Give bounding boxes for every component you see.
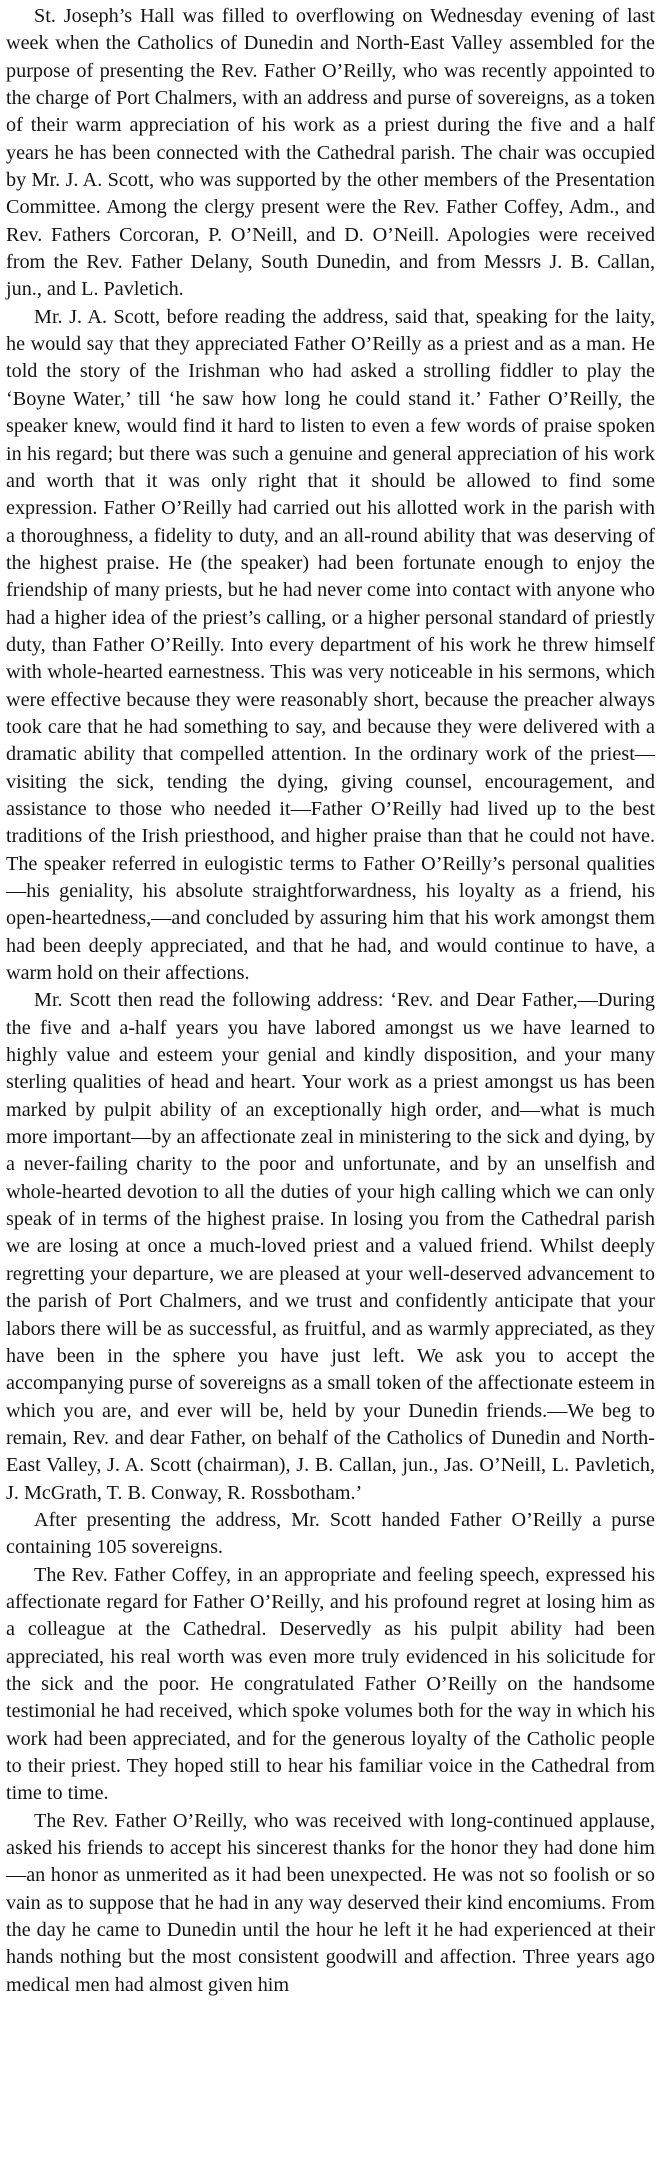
- paragraph-coffey-speech: The Rev. Father Coffey, in an appropriate and feeling speech, expressed his affectionate regard for Father O’Reilly, and his profound regret at losing him as a colleague at the Cathedral. Deservedly as his pulpit ability had been appreciated, his real worth was even more truly evidenced in his solicitude for the sick and the poor. He congratulated Father O’Reilly on the handsome testimonial he had received, which spoke volumes both for the way in which his work had been appreciated, and for the generous loyalty of the Catholic people to their priest. They hoped still to hear his familiar voice in the Cathedral from time to time.: [6, 1563, 655, 1805]
- paragraph-purse-handover: After presenting the address, Mr. Scott handed Father O’Reilly a purse containing 105 sovereigns.: [6, 1508, 655, 1559]
- paragraph-presentation-intro: St. Joseph’s Hall was filled to overflowing on Wednesday evening of last week when the Catholics of Dunedin and North-East Valley assembled for the purpose of presenting the Rev. Father O’Reilly, who was recently appointed to the charge of Port Chalmers, with an address and purse of sovereigns, as a token of their warm appreciation of his work as a priest during the five and a half years he has been connected with the Cathedral parish. The chair was occupied by Mr. J. A. Scott, who was supported by the other members of the Presentation Committee. Among the clergy present were the Rev. Father Coffey, Adm., and Rev. Fathers Corcoran, P. O’Neill, and D. O’Neill. Apologies were received from the Rev. Father Delany, South Dunedin, and from Messrs J. B. Callan, jun., and L. Pavletich.: [6, 5, 655, 301]
- paragraph-address-text: Mr. Scott then read the following address: ‘Rev. and Dear Father,—During the five and a-half years you have labored amongst us we have learned to highly value and esteem your genial and kindly disposition, and your many sterling qualities of head and heart. Your work as a priest amongst us has been marked by pulpit ability of an exceptionally high order, and—what is much more important—by an affectionate zeal in ministering to the sick and dying, by a never-failing charity to the poor and unfortunate, and by an unselfish and whole-hearted devotion to all the duties of your high calling which we can only speak of in terms of the highest praise. In losing you from the Cathedral parish we are losing at once a much-loved priest and a valued friend. Whilst deeply regretting your departure, we are pleased at your well-deserved advancement to the parish of Port Chalmers, and we trust and confidently anticipate that your labors there will be as successful, as fruitful, and as warmly appreciated, as they have been in the sphere you have just left. We ask you to accept the accompanying purse of sovereigns as a small token of the affectionate esteem in which you are, and ever will be, held by your Dunedin friends.—We beg to remain, Rev. and dear Father, on behalf of the Catholics of Dunedin and North-East Valley, J. A. Scott (chairman), J. B. Callan, jun., Jas. O’Neill, L. Pavletich, J. McGrath, T. B. Conway, R. Rossbotham.’: [6, 989, 655, 1504]
- paragraph-oreilly-reply: The Rev. Father O’Reilly, who was received with long-continued applause, asked his friends to accept his sincerest thanks for the honor they had done him—an honor as unmerited as it had been unexpected. He was not so foolish or so vain as to suppose that he had in any way deserved their kind encomiums. From the day he came to Dunedin until the hour he left it he had experienced at their hands nothing but the most consistent goodwill and affection. Three years ago medical men had almost given him: [6, 1809, 655, 1996]
- paragraph-scott-speech: Mr. J. A. Scott, before reading the address, said that, speaking for the laity, he would say that they appreciated Father O’Reilly as a priest and as a man. He told the story of the Irishman who had asked a strolling fiddler to play the ‘Boyne Water,’ till ‘he saw how long he could stand it.’ Father O’Reilly, the speaker knew, would find it hard to listen to even a few words of praise spoken in his regard; but there was such a genuine and general appreciation of his work and worth that it was only right that it should be allowed to find some expression. Father O’Reilly had carried out his allotted work in the parish with a thoroughness, a fidelity to duty, and an all-round ability that was deserving of the highest praise. He (the speaker) had been fortunate enough to enjoy the friendship of many priests, but he had never come into contact with anyone who had a higher idea of the priest’s calling, or a higher personal standard of priestly duty, than Father O’Reilly. Into every department of his work he threw himself with whole-hearted earnestness. This was very noticeable in his sermons, which were effective because they were reasonably short, because the preacher always took care that he had something to say, and because they were delivered with a dramatic ability that compelled attention. In the ordinary work of the priest—visiting the sick, tending the dying, giving counsel, encouragement, and assistance to those who needed it—Father O’Reilly had lived up to the best traditions of the Irish priesthood, and higher praise than that he could not have. The speaker referred in eulogistic terms to Father O’Reilly’s personal qualities—his geniality, his absolute straightforwardness, his loyalty as a friend, his open-heartedness,—and concluded by assuring him that his work amongst them had been deeply appreciated, and that he had, and would continue to have, a warm hold on their affections.: [6, 305, 655, 985]
